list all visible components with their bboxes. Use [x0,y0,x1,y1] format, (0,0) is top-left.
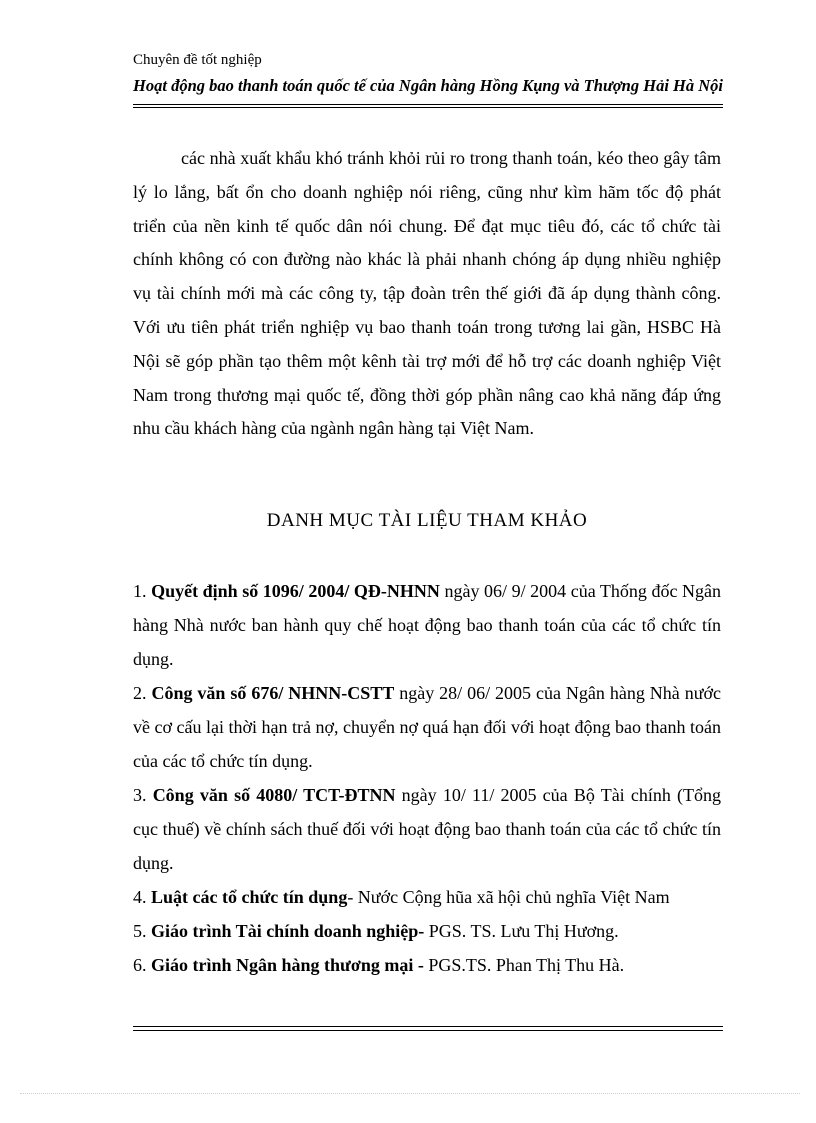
page-edge-line [20,1093,800,1094]
reference-item-2 [133,676,721,778]
reference-item-3 [133,778,721,880]
header-chapter-label: Chuyên đề tốt nghiệp [133,52,262,68]
reference-item-1 [133,574,721,676]
references-title: DANH MỤC TÀI LIỆU THAM KHẢO [266,510,588,531]
reference-item-5 [133,914,721,948]
reference-number: 3. [133,785,147,805]
reference-number: 2. [133,683,147,703]
reference-title: Quyết định số 1096/ 2004/ QĐ-NHNN [151,581,440,601]
reference-item-4 [133,880,721,914]
reference-title: Giáo trình Ngân hàng thương mại - [151,955,424,975]
reference-details: PGS. TS. Lưu Thị Hương. [424,921,619,941]
reference-title: Giáo trình Tài chính doanh nghiệp- [151,921,425,941]
reference-details: PGS.TS. Phan Thị Thu Hà. [423,955,625,975]
reference-item-6 [133,948,721,982]
reference-title: Công văn số 4080/ TCT-ĐTNN [152,785,396,805]
reference-number: 4. [133,887,147,907]
reference-number: 5. [133,921,147,941]
references-list [133,574,721,982]
reference-number: 6. [133,955,147,975]
page-header [133,50,723,97]
body-paragraph: các nhà xuất khẩu khó tránh khỏi rủi ro trong thanh toán, kéo theo gây tâm lý lo lắng, bất ổn cho doanh nghiệp nói riêng, cũng như kìm hãm tốc độ phát triển của nền kinh tế quốc dân nói chung. Để đạt mục tiêu đó, các tổ chức tài chính không có con đường nào khác là phải nhanh chóng áp dụng nhiều nghiệp vụ tài chính mới mà các công ty, tập đoàn trên thế giới đã áp dụng thành công. Với ưu tiên phát triển nghiệp vụ bao thanh toán trong tương lai gần, HSBC Hà Nội sẽ góp phần tạo thêm một kênh tài trợ mới để hỗ trợ các doanh nghiệp Việt Nam trong thương mại quốc tế, đồng thời góp phần nâng cao khả năng đáp ứng nhu cầu khách hàng của ngành ngân hàng tại Việt Nam. [133,148,721,439]
reference-details: ngày 28/ 06/ 2005 của Ngân hàng Nhà nước về cơ cấu lại thời hạn trả nợ, chuyển nợ quá hạn đối với hoạt động bao thanh toán của các tổ chức tín dụng. [133,683,721,771]
reference-title: Luật các tổ chức tín dụng [151,887,348,907]
reference-details: ngày 06/ 9/ 2004 của Thống đốc Ngân hàng Nhà nước ban hành quy chế hoạt động bao thanh toán của các tổ chức tín dụng. [133,581,722,669]
reference-number: 1. [133,581,147,601]
reference-details: - Nước Cộng hũa xã hội chủ nghĩa Việt Nam [347,887,670,907]
header-thesis-title: Hoạt động bao thanh toán quốc tế của Ngân hàng Hồng Kụng và Thượng Hải Hà Nội [133,76,723,95]
header-divider [133,104,723,108]
reference-details: ngày 10/ 11/ 2005 của Bộ Tài chính (Tổng cục thuế) về chính sách thuế đối với hoạt động bao thanh toán của các tổ chức tín dụng. [133,785,722,873]
reference-title: Công văn số 676/ NHNN-CSTT [151,683,395,703]
footer-divider [133,1026,723,1031]
